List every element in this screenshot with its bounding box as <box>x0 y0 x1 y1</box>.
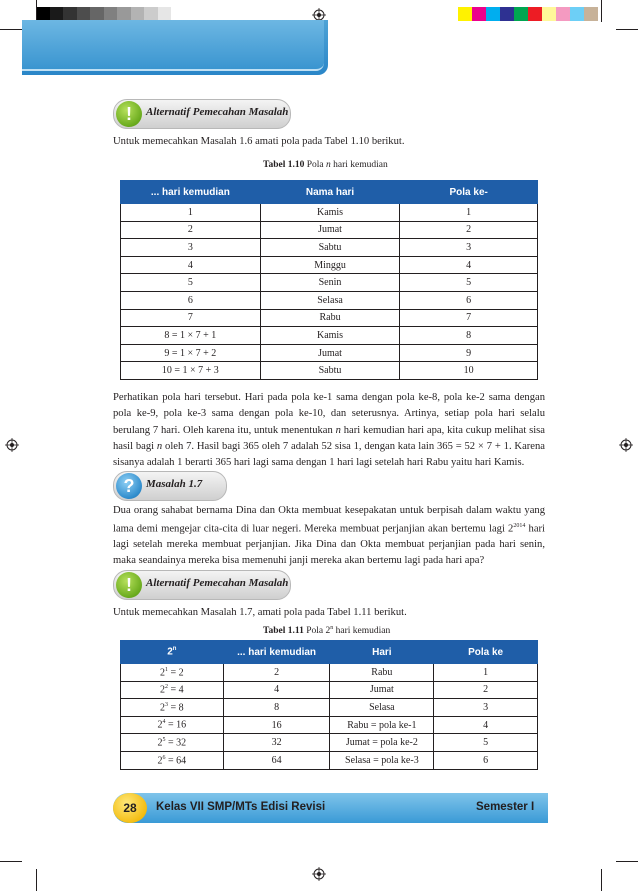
table-1-11-caption: Tabel 1.11 Pola 2$^n$ hari kemudian <box>263 625 391 637</box>
table-row <box>121 256 538 274</box>
gray-swatch <box>131 7 145 21</box>
table-cell: 7 <box>121 309 261 327</box>
color-swatch <box>458 7 472 21</box>
table-cell: 4 <box>223 681 330 699</box>
table-cell: Jumat <box>330 681 434 699</box>
table-cell: 2 <box>434 681 538 699</box>
table-cell: 3 <box>400 239 538 257</box>
crop-mark <box>0 29 22 30</box>
table-cell: 4 <box>121 256 261 274</box>
exclamation-icon: ! <box>116 101 142 127</box>
table-cell: 8 = 1 × 7 + 1 <box>121 327 261 345</box>
table-cell: Kamis <box>260 327 400 345</box>
color-swatch <box>500 7 514 21</box>
table-cell: 32 <box>223 734 330 752</box>
table-cell: 3 <box>434 699 538 717</box>
crop-mark <box>0 861 22 862</box>
table-row <box>121 716 538 734</box>
column-header: ... hari kemudian <box>223 641 330 664</box>
section-badge-label: Alternatif Pemecahan Masalah <box>146 577 289 589</box>
gray-swatch <box>104 7 118 21</box>
table-cell: Sabtu <box>260 362 400 380</box>
table-cell: Rabu = pola ke-1 <box>330 716 434 734</box>
table-cell: 6 <box>434 751 538 769</box>
table-cell: $2^2 = 4$ <box>121 681 224 699</box>
table-row <box>121 274 538 292</box>
table-cell: 6 <box>400 291 538 309</box>
section-badge-label: Alternatif Pemecahan Masalah <box>146 106 289 118</box>
problem-paragraph: Dua orang sahabat bernama Dina dan Okta membuat kesepakatan untuk berpisah dalam waktu yang lama demi mengejar cita-cita di luar negeri. Mereka membuat perjanjian akan bertemu lagi $2^{2014}$ hari lagi setelah mereka membuat perjanjian. Jika Dina dan Okta membuat perjanjian pada hari senin, maka seandainya mereka bisa memenuhi janji mereka akan bertemu lagi pada hari apa? <box>113 505 546 566</box>
semester-label: Semester I <box>476 801 535 813</box>
gray-swatch <box>50 7 64 21</box>
table-cell: 8 <box>400 327 538 345</box>
table-row <box>121 699 538 717</box>
table-cell: Jumat = pola ke-2 <box>330 734 434 752</box>
gray-swatch <box>144 7 158 21</box>
gray-swatch <box>36 7 50 21</box>
table-cell: Minggu <box>260 256 400 274</box>
column-header: 2$^n$ <box>121 641 224 664</box>
gray-swatch <box>90 7 104 21</box>
table-1-11 <box>120 640 538 770</box>
table-row <box>121 664 538 682</box>
table-row <box>121 681 538 699</box>
table-cell: 6 <box>121 291 261 309</box>
exclamation-icon: ! <box>116 572 142 598</box>
table-cell: 2 <box>121 221 261 239</box>
table-cell: Senin <box>260 274 400 292</box>
registration-mark-icon <box>5 438 19 452</box>
table-cell: 4 <box>400 256 538 274</box>
registration-mark-icon <box>312 867 326 881</box>
intro-text-2: Untuk memecahkan Masalah 1.7, amati pola pada Tabel 1.11 berikut. <box>113 607 407 618</box>
table-cell: Kamis <box>260 204 400 222</box>
gray-swatch <box>63 7 77 21</box>
table-row <box>121 344 538 362</box>
table-cell: 10 = 1 × 7 + 3 <box>121 362 261 380</box>
table-row <box>121 362 538 380</box>
table-cell: 2 <box>400 221 538 239</box>
table-cell: Selasa = pola ke-3 <box>330 751 434 769</box>
column-header: Pola ke- <box>400 181 538 204</box>
table-cell: 10 <box>400 362 538 380</box>
table-cell: 1 <box>121 204 261 222</box>
table-cell: Rabu <box>260 309 400 327</box>
table-cell: 3 <box>121 239 261 257</box>
crop-mark <box>616 29 638 30</box>
crop-mark <box>36 869 37 891</box>
table-cell: $2^3 = 8$ <box>121 699 224 717</box>
table-cell: 2 <box>223 664 330 682</box>
table-cell: 4 <box>434 716 538 734</box>
table-1-10 <box>120 180 538 380</box>
table-cell: 16 <box>223 716 330 734</box>
color-swatch <box>528 7 542 21</box>
table-cell: 7 <box>400 309 538 327</box>
color-swatch <box>542 7 556 21</box>
table-row <box>121 239 538 257</box>
table-cell: Rabu <box>330 664 434 682</box>
table-cell: 9 <box>400 344 538 362</box>
intro-text-1: Untuk memecahkan Masalah 1.6 amati pola pada Tabel 1.10 berikut. <box>113 136 405 147</box>
explanation-paragraph: Perhatikan pola hari tersebut. Hari pada pola ke-1 sama dengan pola ke-8, pola ke-2 sama dengan pola ke-9, pola ke-3 sama dengan pola ke-10, dan seterusnya. Artinya, setiap pola hari selalu berulang 7 hari. Oleh karena itu, untuk menentukan n hari kemudian hari apa, kita cukup melihat sisa hasil bagi n oleh 7. Hasil bagi 365 oleh 7 adalah 52 sisa 1, dengan kata lain 365 = 52 × 7 + 1. Karena sisanya adalah 1 berarti 365 hari lagi sama dengan 1 hari lagi setelah hari Rabu yaitu hari Kamis. <box>113 392 546 469</box>
section-badge-alternatif-2 <box>113 570 291 600</box>
color-swatch <box>584 7 598 21</box>
table-cell: 8 <box>223 699 330 717</box>
color-swatch <box>514 7 528 21</box>
page-header-band <box>22 20 328 75</box>
gray-swatch <box>77 7 91 21</box>
gray-swatch <box>117 7 131 21</box>
column-header: ... hari kemudian <box>121 181 261 204</box>
registration-mark-icon <box>619 438 633 452</box>
crop-mark <box>601 0 602 22</box>
color-swatch <box>570 7 584 21</box>
table-cell: $2^5 = 32$ <box>121 734 224 752</box>
column-header: Nama hari <box>260 181 400 204</box>
table-1-10-caption: Tabel 1.10 Pola n hari kemudian <box>263 160 388 170</box>
table-cell: 64 <box>223 751 330 769</box>
color-swatch <box>486 7 500 21</box>
table-cell: $2^4 = 16$ <box>121 716 224 734</box>
section-badge-masalah <box>113 471 227 501</box>
table-cell: Jumat <box>260 221 400 239</box>
table-cell: 5 <box>400 274 538 292</box>
table-row <box>121 327 538 345</box>
table-cell: $2^6 = 64$ <box>121 751 224 769</box>
crop-mark <box>616 861 638 862</box>
section-badge-label: Masalah 1.7 <box>146 478 203 490</box>
table-row <box>121 221 538 239</box>
table-cell: Sabtu <box>260 239 400 257</box>
table-cell: 5 <box>434 734 538 752</box>
section-badge-alternatif-1 <box>113 99 291 129</box>
table-row <box>121 204 538 222</box>
book-title: Kelas VII SMP/MTs Edisi Revisi <box>156 801 326 813</box>
crop-mark <box>601 869 602 891</box>
table-cell: $2^1 = 2$ <box>121 664 224 682</box>
page-number: 28 <box>113 793 147 823</box>
table-cell: Selasa <box>260 291 400 309</box>
table-row <box>121 734 538 752</box>
table-cell: 9 = 1 × 7 + 2 <box>121 344 261 362</box>
table-cell: 5 <box>121 274 261 292</box>
color-swatch <box>472 7 486 21</box>
gray-swatch <box>158 7 172 21</box>
table-row <box>121 751 538 769</box>
crop-mark <box>36 0 37 22</box>
column-header: Pola ke <box>434 641 538 664</box>
table-cell: Selasa <box>330 699 434 717</box>
question-mark-icon: ? <box>116 473 142 499</box>
column-header: Hari <box>330 641 434 664</box>
table-row <box>121 291 538 309</box>
table-cell: 1 <box>434 664 538 682</box>
color-swatch <box>556 7 570 21</box>
table-cell: 1 <box>400 204 538 222</box>
table-row <box>121 309 538 327</box>
table-cell: Jumat <box>260 344 400 362</box>
